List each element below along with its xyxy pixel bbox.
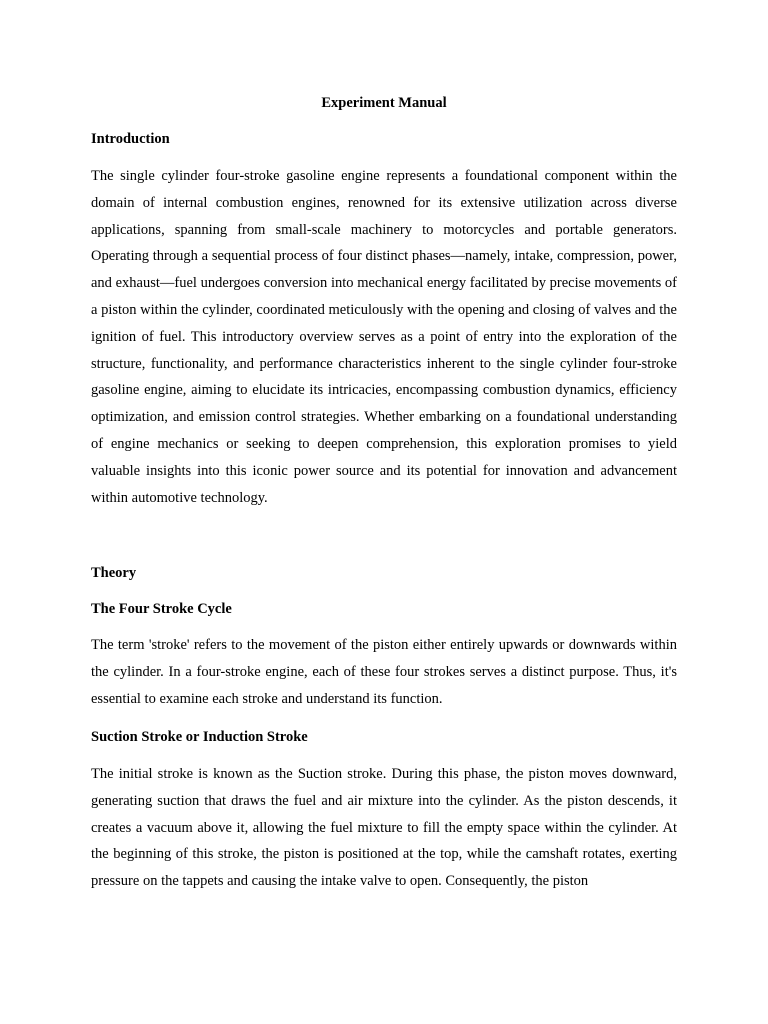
suction-stroke-heading: Suction Stroke or Induction Stroke	[91, 729, 308, 745]
document-title: Experiment Manual	[321, 95, 447, 111]
introduction-heading: Introduction	[91, 131, 170, 147]
theory-heading: Theory	[91, 565, 137, 581]
four-stroke-cycle-paragraph: The term 'stroke' refers to the movement of the piston either entirely upwards or downwards within the cylinder. In a four-stroke engine, each of these four strokes serves a distinct purpose. Thus, it's essential to examine each stroke and understand its function.	[91, 637, 677, 707]
four-stroke-cycle-heading: The Four Stroke Cycle	[91, 601, 232, 617]
suction-stroke-paragraph: The initial stroke is known as the Suction stroke. During this phase, the piston moves downward, generating suction that draws the fuel and air mixture into the cylinder. As the piston descends, it creates a vacuum above it, allowing the fuel mixture to fill the empty space within the cylinder. At the beginning of this stroke, the piston is positioned at the top, while the camshaft rotates, exerting pressure on the tappets and causing the intake valve to open. Consequently, the piston	[91, 766, 677, 890]
introduction-paragraph: The single cylinder four-stroke gasoline engine represents a foundational component within the domain of internal combustion engines, renowned for its extensive utilization across diverse applications, spanning from small-scale machinery to motorcycles and portable generators. Operating through a sequential process of four distinct phases—namely, intake, compression, power, and exhaust—fuel undergoes conversion into mechanical energy facilitated by precise movements of a piston within the cylinder, coordinated meticulously with the opening and closing of valves and the ignition of fuel. This introductory overview serves as a point of entry into the exploration of the structure, functionality, and performance characteristics inherent to the single cylinder four-stroke gasoline engine, aiming to elucidate its intricacies, encompassing combustion dynamics, efficiency optimization, and emission control strategies. Whether embarking on a foundational understanding of engine mechanics or seeking to deepen comprehension, this exploration promises to yield valuable insights into this iconic power source and its potential for innovation and advancement within automotive technology.	[91, 168, 677, 506]
